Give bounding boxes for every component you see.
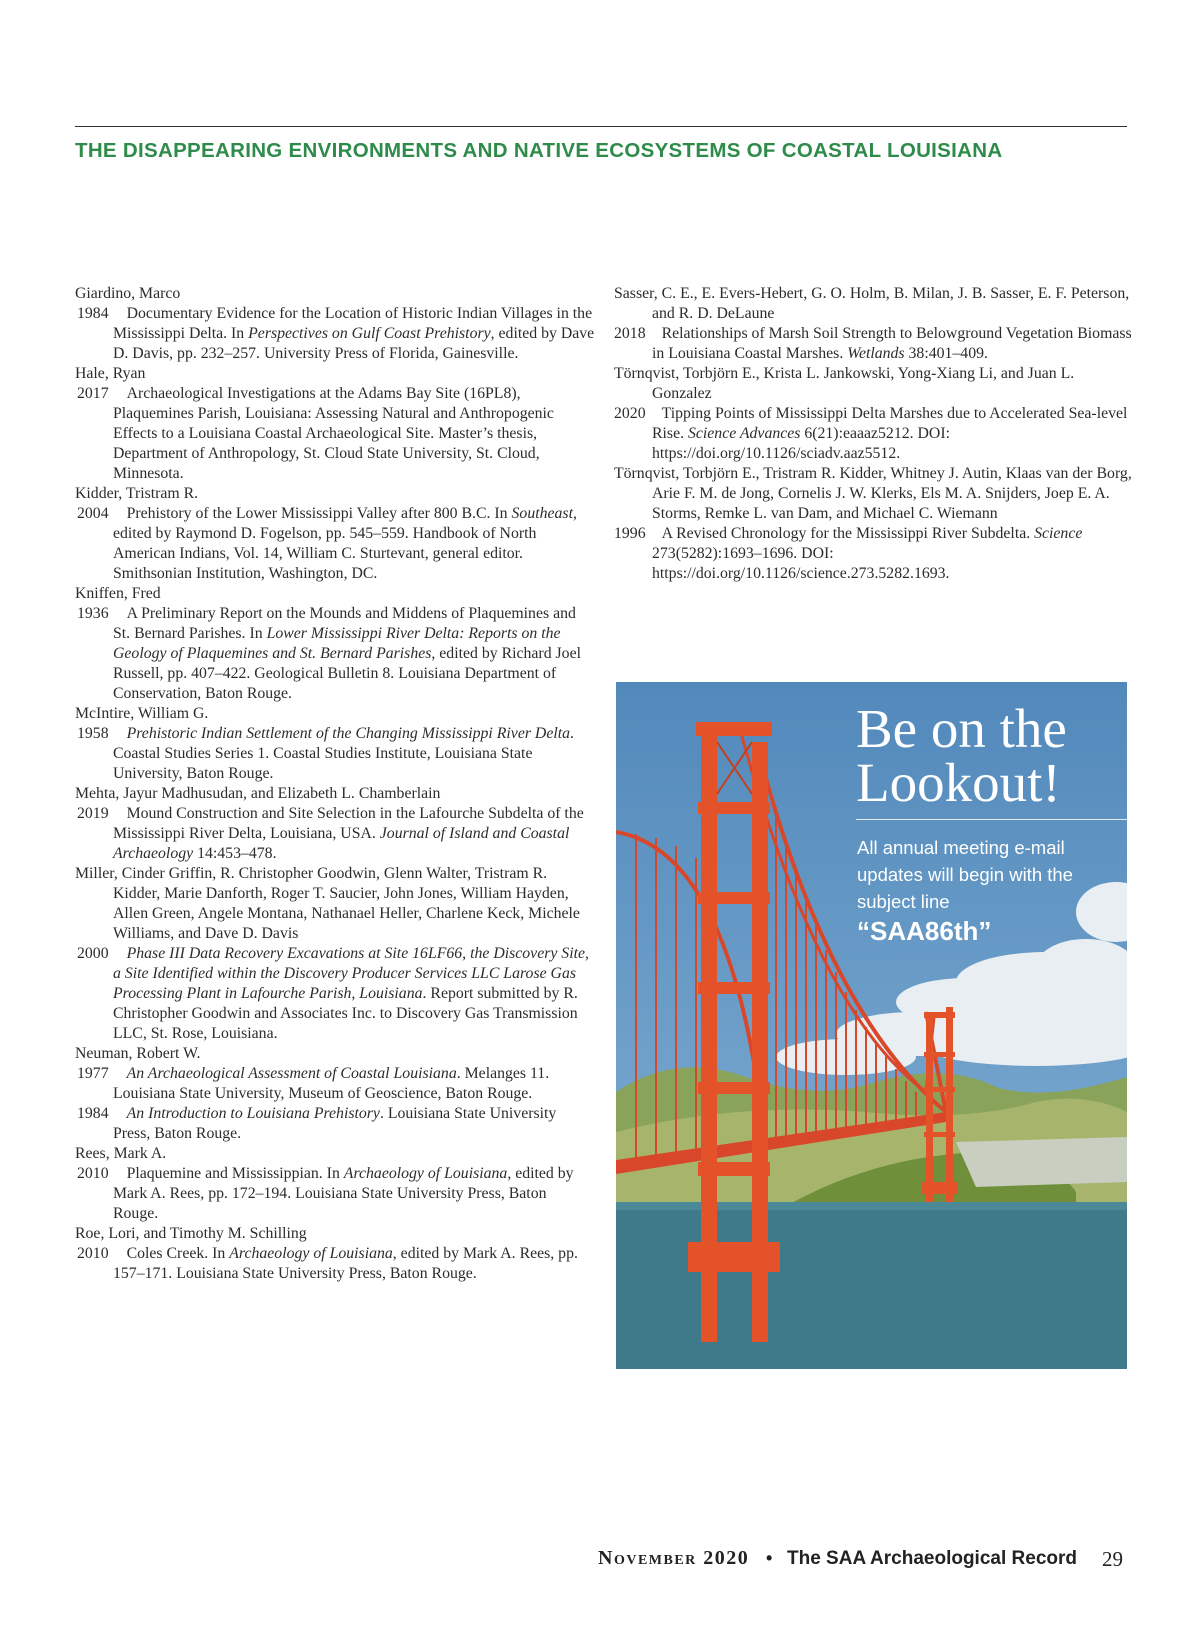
reference-text: . Report submitted by R. Christopher Goodwin and Associates Inc. to Discovery Gas Transmission LLC, St. Rose, Louisiana. <box>113 985 578 1042</box>
reference-entry <box>75 724 595 784</box>
reference-year: 2020 <box>614 405 646 422</box>
reference-title-italic: Prehistoric Indian Settlement of the Changing Mississippi River Delta <box>126 725 571 742</box>
reference-author: Törnqvist, Torbjörn E., Tristram R. Kidder, Whitney J. Autin, Klaas van der Borg, Arie F. M. de Jong, Cornelis J. W. Klerks, Els M. A. Snijders, Joep E. A. Storms, Remke L. van Dam, and Michael C. Wiemann <box>614 465 1132 522</box>
reference-text: , edited by Raymond D. Fogelson, pp. 545–559. Handbook of North American Indians, Vol. 14, William C. Sturtevant, general editor. Smithsonian Institution, Washington, DC. <box>113 505 577 582</box>
reference-author: Kniffen, Fred <box>75 585 161 602</box>
reference-text: . Louisiana State University Press, Baton Rouge. <box>113 1105 557 1142</box>
reference-year: 1984 <box>77 305 109 322</box>
reference-text: Coles Creek. In <box>126 1245 230 1262</box>
reference-title-italic: An Introduction to Louisiana Prehistory <box>126 1105 380 1122</box>
reference-text: , edited by Richard Joel Russell, pp. 407–422. Geological Bulletin 8. Louisiana Department of Conservation, Baton Rouge. <box>113 645 581 702</box>
reference-entry <box>75 1244 595 1284</box>
reference-entry <box>75 384 595 484</box>
reference-text: A Preliminary Report on the Mounds and Middens of Plaquemines and St. Bernard Parishes. In <box>113 605 576 642</box>
reference-text: A Revised Chronology for the Mississippi River Subdelta. <box>661 525 1035 542</box>
reference-author: Roe, Lori, and Timothy M. Schilling <box>75 1225 307 1242</box>
reference-text: . Coastal Studies Series 1. Coastal Studies Institute, Louisiana State University, Baton Rouge. <box>113 725 574 782</box>
ad-divider <box>856 819 1127 820</box>
reference-title-italic: Southeast <box>511 505 573 522</box>
reference-text: , edited by Dave D. Davis, pp. 232–257. University Press of Florida, Gainesville. <box>113 325 595 362</box>
reference-title-italic: Wetlands <box>847 345 905 362</box>
advertisement <box>616 682 1127 1369</box>
ad-body-text: All annual meeting e-mail updates will begin with the subject line <box>857 837 1073 912</box>
reference-year: 2019 <box>77 805 109 822</box>
reference-year: 1984 <box>77 1105 109 1122</box>
reference-title-italic: Archaeology of Louisiana <box>343 1165 508 1182</box>
ad-headline-line-1: Be on the <box>856 698 1067 759</box>
ad-subject-code: “SAA86th” <box>857 916 992 946</box>
page-number: 29 <box>1102 1547 1123 1571</box>
reference-title-italic: Archaeology of Louisiana <box>229 1245 393 1262</box>
reference-entry <box>75 804 595 864</box>
reference-year: 2000 <box>77 945 109 962</box>
reference-entry <box>75 604 595 704</box>
reference-author: Rees, Mark A. <box>75 1145 167 1162</box>
footer-separator: • <box>766 1548 773 1568</box>
page-footer <box>0 1547 1200 1577</box>
reference-text: . Melanges 11. Louisiana State University, Museum of Geoscience, Baton Rouge. <box>113 1065 550 1102</box>
reference-title-italic: Phase III Data Recovery Excavations at Site 16LF66, the Discovery Site, a Site Identified within the Discovery Producer Services LLC Larose Gas Processing Plant in Lafourche Parish, Louisiana <box>113 945 589 1002</box>
reference-title-italic: An Archaeological Assessment of Coastal Louisiana <box>126 1065 457 1082</box>
reference-entry <box>75 504 595 584</box>
reference-entry <box>614 324 1134 364</box>
reference-entry <box>75 1164 595 1224</box>
reference-author: Mehta, Jayur Madhusudan, and Elizabeth L. Chamberlain <box>75 785 441 802</box>
reference-year: 2018 <box>614 325 646 342</box>
reference-year: 2017 <box>77 385 109 402</box>
reference-text: Mound Construction and Site Selection in the Lafourche Subdelta of the Mississippi River Delta, Louisiana, USA. <box>113 805 584 842</box>
references-left-column <box>75 284 595 1284</box>
reference-year: 2004 <box>77 505 109 522</box>
reference-author: Hale, Ryan <box>75 365 146 382</box>
reference-text: Plaquemine and Mississippian. In <box>126 1165 344 1182</box>
reference-text: Archaeological Investigations at the Adams Bay Site (16PL8), Plaquemines Parish, Louisiana: Assessing Natural and Anthropogenic Effects to a Louisiana Coastal Archaeological Site. Master’s thesis, Department of Anthropology, St. Cloud State University, St. Cloud, Minnesota. <box>113 385 554 482</box>
reference-title-italic: Perspectives on Gulf Coast Prehistory <box>248 325 491 342</box>
reference-text: 273(5282):1693–1696. DOI: https://doi.org/10.1126/science.273.5282.1693. <box>652 545 950 582</box>
reference-year: 2010 <box>77 1165 109 1182</box>
page-header-title: THE DISAPPEARING ENVIRONMENTS AND NATIVE ECOSYSTEMS OF COASTAL LOUISIANA <box>75 139 1003 162</box>
reference-year: 1977 <box>77 1065 109 1082</box>
reference-text: Documentary Evidence for the Location of Historic Indian Villages in the Mississippi Delta. In <box>113 305 593 342</box>
reference-entry <box>75 1064 595 1104</box>
references-right-column <box>614 284 1134 584</box>
reference-entry <box>75 304 595 364</box>
reference-author: Miller, Cinder Griffin, R. Christopher Goodwin, Glenn Walter, Tristram R. Kidder, Marie Danforth, Roger T. Saucier, John Jones, William Hayden, Allen Green, Angele Montana, Nathanael Heller, Charlene Keck, Michele Williams, and Dave D. Davis <box>75 865 580 942</box>
reference-entry <box>614 524 1134 584</box>
reference-author: Giardino, Marco <box>75 285 181 302</box>
reference-year: 2010 <box>77 1245 109 1262</box>
reference-text: Tipping Points of Mississippi Delta Marshes due to Accelerated Sea-level Rise. <box>652 405 1128 442</box>
reference-year: 1936 <box>77 605 109 622</box>
distant-fog <box>956 1137 1127 1187</box>
reference-author: Neuman, Robert W. <box>75 1045 201 1062</box>
header-rule <box>75 126 1127 127</box>
reference-text: Prehistory of the Lower Mississippi Valley after 800 B.C. In <box>126 505 512 522</box>
footer-issue-date: November 2020 <box>598 1547 750 1569</box>
reference-text: , edited by Mark A. Rees, pp. 172–194. Louisiana State University Press, Baton Rouge. <box>113 1165 574 1222</box>
reference-title-italic: Lower Mississippi River Delta: Reports on the Geology of Plaquemines and St. Bernard Parishes <box>113 625 561 662</box>
reference-title-italic: Science Advances <box>687 425 801 442</box>
reference-author: Törnqvist, Torbjörn E., Krista L. Jankowski, Yong-Xiang Li, and Juan L. Gonzalez <box>614 365 1075 402</box>
reference-title-italic: Journal of Island and Coastal Archaeology <box>113 825 570 862</box>
reference-year: 1958 <box>77 725 109 742</box>
reference-text: 14:453–478. <box>193 845 277 862</box>
reference-text: 38:401–409. <box>904 345 988 362</box>
ad-headline <box>856 698 1126 813</box>
reference-author: Sasser, C. E., E. Evers-Hebert, G. O. Holm, B. Milan, J. B. Sasser, E. F. Peterson, and R. D. DeLaune <box>614 285 1130 322</box>
ad-headline-line-2: Lookout! <box>856 752 1061 813</box>
reference-title-italic: Science <box>1034 525 1083 542</box>
reference-author: McIntire, William G. <box>75 705 209 722</box>
reference-text: , edited by Mark A. Rees, pp. 157–171. Louisiana State University Press, Baton Rouge. <box>113 1245 578 1282</box>
reference-entry <box>75 944 595 1044</box>
reference-entry <box>75 1104 595 1144</box>
reference-text: Relationships of Marsh Soil Strength to Belowground Vegetation Biomass in Louisiana Coastal Marshes. <box>652 325 1132 362</box>
reference-year: 1996 <box>614 525 646 542</box>
reference-entry <box>614 404 1134 464</box>
reference-text: 6(21):eaaaz5212. DOI: https://doi.org/10.1126/sciadv.aaz5512. <box>652 425 950 462</box>
reference-author: Kidder, Tristram R. <box>75 485 199 502</box>
water <box>616 1202 1127 1369</box>
footer-journal-title: The SAA Archaeological Record <box>787 1548 1077 1569</box>
